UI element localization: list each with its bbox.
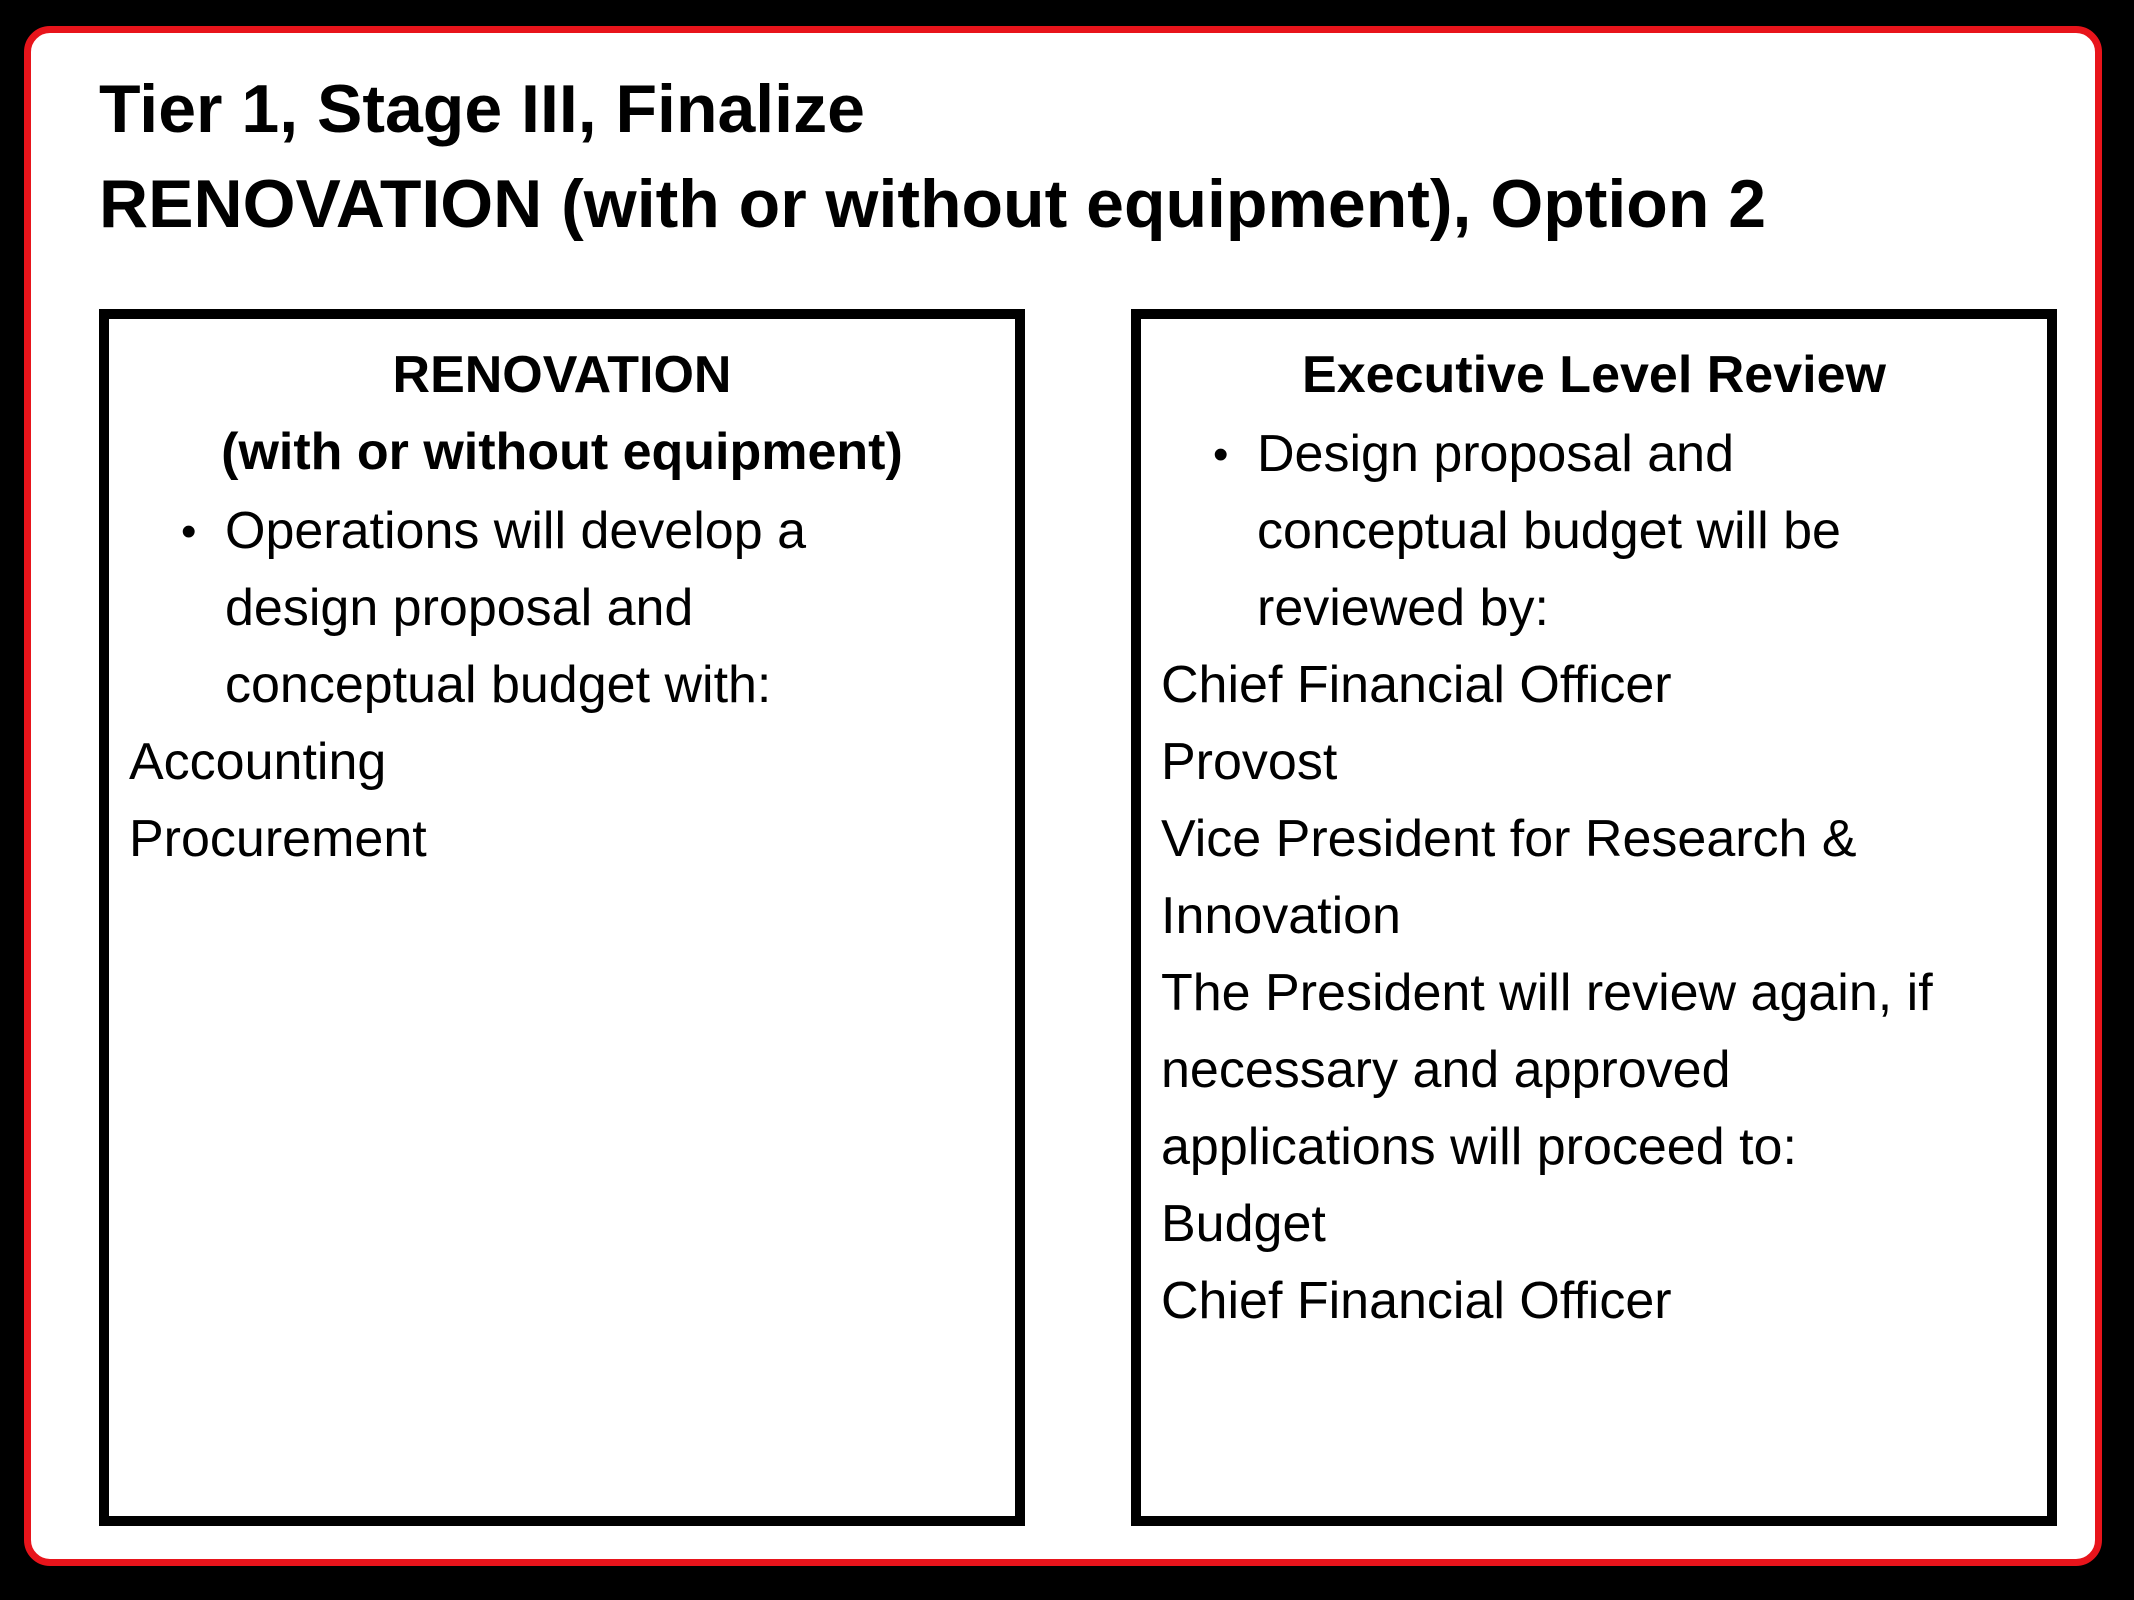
- renovation-bullet-line: design proposal and: [225, 579, 694, 637]
- bullet-icon: •: [181, 507, 197, 556]
- bullet-icon: •: [1213, 430, 1229, 479]
- executive-bullet-line: Design proposal and: [1257, 425, 1734, 483]
- list-item: Provost: [1161, 733, 1338, 791]
- executive-review-items-list: [1161, 647, 1933, 1340]
- slide-title-line2: RENOVATION (with or without equipment), Option 2: [99, 166, 1767, 242]
- renovation-panel-heading-line1: RENOVATION: [392, 346, 732, 404]
- executive-review-bullet-text: [1257, 416, 1841, 647]
- renovation-panel-heading-line2: (with or without equipment): [221, 423, 903, 481]
- renovation-bullet-line: conceptual budget with:: [225, 656, 772, 714]
- list-item: Accounting: [129, 733, 387, 791]
- renovation-panel: [99, 309, 1025, 1526]
- list-item: Vice President for Research &: [1161, 810, 1857, 868]
- renovation-bullet-text: [225, 493, 806, 724]
- renovation-items-list: [129, 724, 427, 878]
- list-item: Budget: [1161, 1195, 1326, 1253]
- executive-bullet-line: conceptual budget will be: [1257, 502, 1841, 560]
- list-item: Chief Financial Officer: [1161, 656, 1672, 714]
- executive-review-heading: Executive Level Review: [1302, 346, 1886, 404]
- list-item: The President will review again, if: [1161, 964, 1933, 1022]
- list-item: Procurement: [129, 810, 427, 868]
- list-item: necessary and approved: [1161, 1041, 1731, 1099]
- list-item: Chief Financial Officer: [1161, 1272, 1672, 1330]
- list-item: applications will proceed to:: [1161, 1118, 1797, 1176]
- list-item: Innovation: [1161, 887, 1401, 945]
- executive-bullet-line: reviewed by:: [1257, 579, 1549, 637]
- renovation-bullet-line: Operations will develop a: [225, 502, 806, 560]
- executive-review-panel: [1131, 309, 2057, 1526]
- slide-frame: [24, 26, 2102, 1566]
- slide-title-line1: Tier 1, Stage III, Finalize: [99, 71, 865, 147]
